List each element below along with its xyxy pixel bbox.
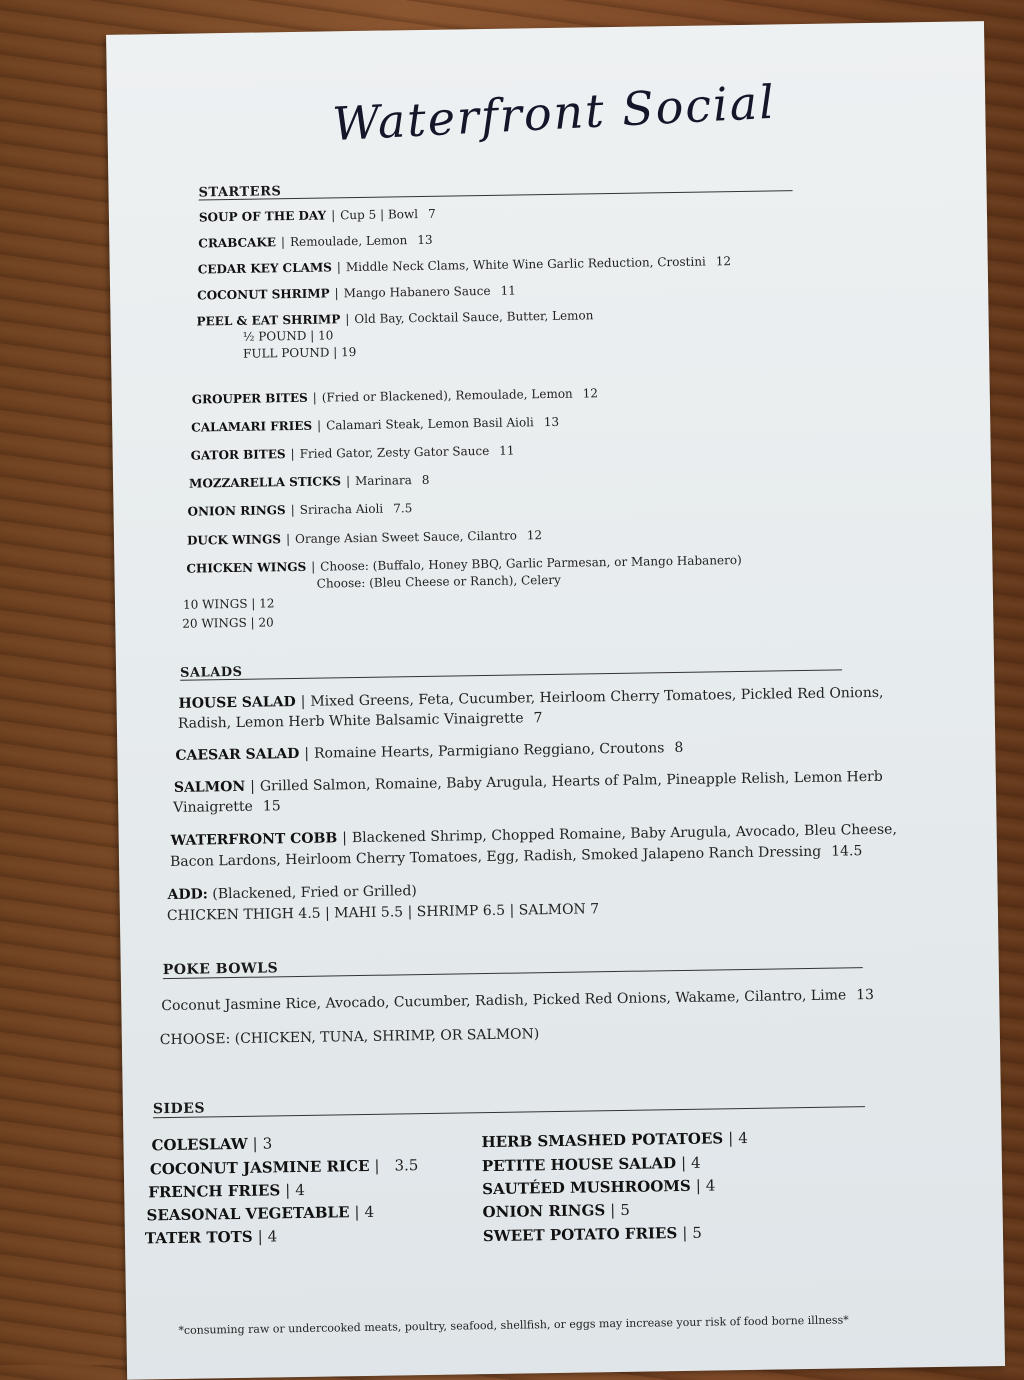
item-desc: Blackened Shrimp, Chopped Romaine, Baby Arugula, Avocado, Bleu Cheese, (351, 821, 897, 847)
item-name: PETITE HOUSE SALAD (481, 1154, 677, 1176)
item-name: DUCK WINGS (186, 532, 282, 548)
item-name: PEEL & EAT SHRIMP (196, 312, 341, 329)
item-desc: Radish, Lemon Herb White Balsamic Vinaigrette (177, 710, 524, 732)
sides-rule (153, 1106, 865, 1118)
item-price: 8 (421, 472, 430, 487)
item-name: CHICKEN WINGS (186, 559, 307, 576)
salad-item: WATERFRONT COBB | Blackened Shrimp, Chopped Romaine, Baby Arugula, Avocado, Bleu Cheese, (170, 821, 897, 849)
item-name: SALMON (173, 778, 246, 796)
poke-heading: POKE BOWLS (162, 960, 279, 979)
side-item: COLESLAW | 3 (151, 1134, 273, 1155)
starter-item: SOUP OF THE DAY | Cup 5 | Bowl 7 (198, 206, 436, 225)
item-name: MOZZARELLA STICKS (189, 474, 342, 491)
add-label: ADD: (167, 886, 209, 904)
side-item: FRENCH FRIES | 4 (148, 1180, 305, 1202)
salad-item: CAESAR SALAD | Romaine Hearts, Parmigiano Reggiano, Croutons 8 (175, 739, 684, 764)
starter-item: DUCK WINGS | Orange Asian Sweet Sauce, Cilantro 12 (186, 528, 543, 548)
item-price: 7 (533, 710, 543, 727)
side-item: SEASONAL VEGETABLE | 4 (146, 1202, 375, 1225)
item-name: HOUSE SALAD (178, 694, 296, 712)
item-name: GATOR BITES (190, 447, 286, 463)
item-price: 4 (690, 1153, 701, 1172)
starter-item: CALAMARI FRIES | Calamari Steak, Lemon Basil Aioli 13 (191, 414, 560, 435)
starters-heading: STARTERS (198, 184, 282, 201)
item-name: SOUP OF THE DAY (198, 208, 327, 225)
item-price: 15 (262, 798, 281, 815)
item-name: SAUTÉED MUSHROOMS (482, 1176, 691, 1199)
starter-item: CEDAR KEY CLAMS | Middle Neck Clams, White Wine Garlic Reduction, Crostini 12 (197, 254, 732, 277)
item-price: 12 (715, 254, 732, 269)
salads-rule (180, 669, 842, 680)
salads-heading: SALADS (179, 664, 243, 681)
item-name: HERB SMASHED POTATOES (481, 1129, 724, 1152)
item-price: 4 (705, 1176, 716, 1195)
item-price: 4 (364, 1202, 375, 1221)
item-desc: Marinara (354, 473, 412, 489)
item-price: 4 (738, 1128, 748, 1148)
poke-choose: CHOOSE: (CHICKEN, TUNA, SHRIMP, OR SALMON) (159, 1026, 540, 1049)
item-desc: Mixed Greens, Feta, Cucumber, Heirloom Cherry Tomatoes, Pickled Red Onions, (310, 684, 884, 710)
item-desc: Coconut Jasmine Rice, Avocado, Cucumber, Radish, Picked Red Onions, Wakame, Cilantro, Lime (161, 987, 847, 1015)
item-price: 3.5 (394, 1156, 419, 1175)
salad-item: SALMON | Grilled Salmon, Romaine, Baby Arugula, Hearts of Palm, Pineapple Relish, Lemon Herb (173, 768, 883, 796)
item-desc: Bacon Lardons, Heirloom Cherry Tomatoes, Egg, Radish, Smoked Jalapeno Ranch Dressing (169, 843, 822, 870)
item-price: 7.5 (393, 501, 413, 516)
item-desc: Vinaigrette (173, 798, 253, 816)
item-price: 14.5 (831, 843, 863, 860)
starter-item: PEEL & EAT SHRIMP | Old Bay, Cocktail Sauce, Butter, Lemon (196, 308, 594, 329)
disclaimer: *consuming raw or undercooked meats, poultry, seafood, shellfish, or eggs may increase your risk of food borne illness* (178, 1313, 849, 1337)
peel-full-pound: FULL POUND | 19 (242, 345, 357, 361)
item-desc: Mango Habanero Sauce (343, 283, 491, 301)
starter-item: ONION RINGS | Sriracha Aioli 7.5 (187, 501, 413, 519)
starter-item: CRABCAKE | Remoulade, Lemon 13 (198, 232, 433, 251)
item-desc: Remoulade, Lemon (289, 233, 408, 250)
item-price: 4 (295, 1180, 305, 1200)
item-name: SEASONAL VEGETABLE (146, 1203, 350, 1225)
add-desc: (Blackened, Fried or Grilled) (212, 883, 417, 903)
item-desc: Orange Asian Sweet Sauce, Cilantro (294, 528, 517, 546)
item-price: 13 (417, 232, 433, 248)
item-price: 11 (500, 283, 516, 298)
item-name: CRABCAKE (198, 235, 277, 251)
item-price: 3 (262, 1134, 273, 1153)
item-name: COCONUT SHRIMP (197, 286, 330, 303)
item-name: ONION RINGS (187, 503, 286, 519)
item-name: SWEET POTATO FRIES (482, 1224, 678, 1246)
salad-add-options: CHICKEN THIGH 4.5 | MAHI 5.5 | SHRIMP 6.5 | SALMON 7 (166, 901, 600, 925)
item-desc: Fried Gator, Zesty Gator Sauce (299, 443, 490, 461)
wings-choose-dip: Choose: (Bleu Cheese or Ranch), Celery (316, 572, 561, 591)
wings-10: 10 WINGS | 12 (182, 596, 275, 612)
item-name: FRENCH FRIES (148, 1181, 281, 1202)
item-name: CEDAR KEY CLAMS (197, 260, 332, 277)
sides-heading: SIDES (152, 1100, 206, 1118)
item-desc: Romaine Hearts, Parmigiano Reggiano, Croutons (313, 740, 665, 762)
item-desc: Choose: (Buffalo, Honey BBQ, Garlic Parmesan, or Mango Habanero) (320, 552, 742, 574)
item-price: 8 (674, 739, 684, 757)
salad-item: HOUSE SALAD | Mixed Greens, Feta, Cucumber, Heirloom Cherry Tomatoes, Pickled Red Onions, (178, 684, 884, 712)
salad-item-cont (178, 708, 543, 735)
item-price: 13 (543, 414, 560, 430)
side-item: SAUTÉED MUSHROOMS | 4 (482, 1176, 716, 1199)
item-desc: Middle Neck Clams, White Wine Garlic Reduction, Crostini (345, 254, 706, 275)
item-price: 4 (267, 1227, 278, 1246)
item-price: 12 (526, 528, 543, 543)
side-item: COCONUT JASMINE RICE | 3.5 (149, 1156, 419, 1179)
salad-item-cont (173, 796, 281, 819)
item-price: 7 (427, 206, 436, 221)
poke-desc (161, 985, 874, 1017)
item-name: ONION RINGS (482, 1201, 606, 1222)
starter-item: GROUPER BITES | (Fried or Blackened), Remoulade, Lemon 12 (191, 386, 599, 407)
item-desc: Calamari Steak, Lemon Basil Aioli (326, 415, 534, 433)
side-item: SWEET POTATO FRIES | 5 (482, 1223, 702, 1246)
item-desc: Grilled Salmon, Romaine, Baby Arugula, Hearts of Palm, Pineapple Relish, Lemon Herb (259, 768, 883, 795)
item-name: CAESAR SALAD (175, 745, 300, 764)
menu-paper (106, 21, 1005, 1380)
page-title: Waterfront Social (331, 74, 778, 152)
item-name: COCONUT JASMINE RICE (149, 1156, 370, 1179)
side-item: PETITE HOUSE SALAD | 4 (481, 1153, 701, 1176)
starter-item: COCONUT SHRIMP | Mango Habanero Sauce 11 (197, 283, 516, 303)
item-desc: Sriracha Aioli (299, 501, 384, 517)
item-name: TATER TOTS (144, 1227, 253, 1248)
item-price: 13 (856, 986, 875, 1004)
item-price: 5 (620, 1200, 630, 1219)
starter-item: CHICKEN WINGS | Choose: (Buffalo, Honey BBQ, Garlic Parmesan, or Mango Habanero) (186, 552, 742, 576)
item-price: 5 (692, 1223, 702, 1242)
item-desc: (Fried or Blackened), Remoulade, Lemon (321, 386, 573, 405)
wings-20: 20 WINGS | 20 (182, 615, 274, 631)
item-name: GROUPER BITES (191, 390, 308, 407)
starter-item: MOZZARELLA STICKS | Marinara 8 (189, 472, 430, 491)
item-price: 12 (582, 386, 599, 401)
side-item: ONION RINGS | 5 (482, 1200, 630, 1222)
item-desc: Cup 5 | Bowl (340, 207, 419, 223)
item-name: CALAMARI FRIES (191, 418, 313, 435)
peel-half-pound: ½ POUND | 10 (242, 328, 334, 344)
side-item: TATER TOTS | 4 (144, 1227, 278, 1248)
item-price: 11 (499, 443, 515, 458)
item-name: COLESLAW (151, 1134, 248, 1155)
starter-item: GATOR BITES | Fried Gator, Zesty Gator Sauce 11 (190, 443, 515, 463)
item-name: WATERFRONT COBB (170, 830, 338, 849)
starters-rule (199, 190, 793, 200)
side-item: HERB SMASHED POTATOES | 4 (481, 1128, 748, 1152)
item-desc: Old Bay, Cocktail Sauce, Butter, Lemon (354, 308, 594, 327)
